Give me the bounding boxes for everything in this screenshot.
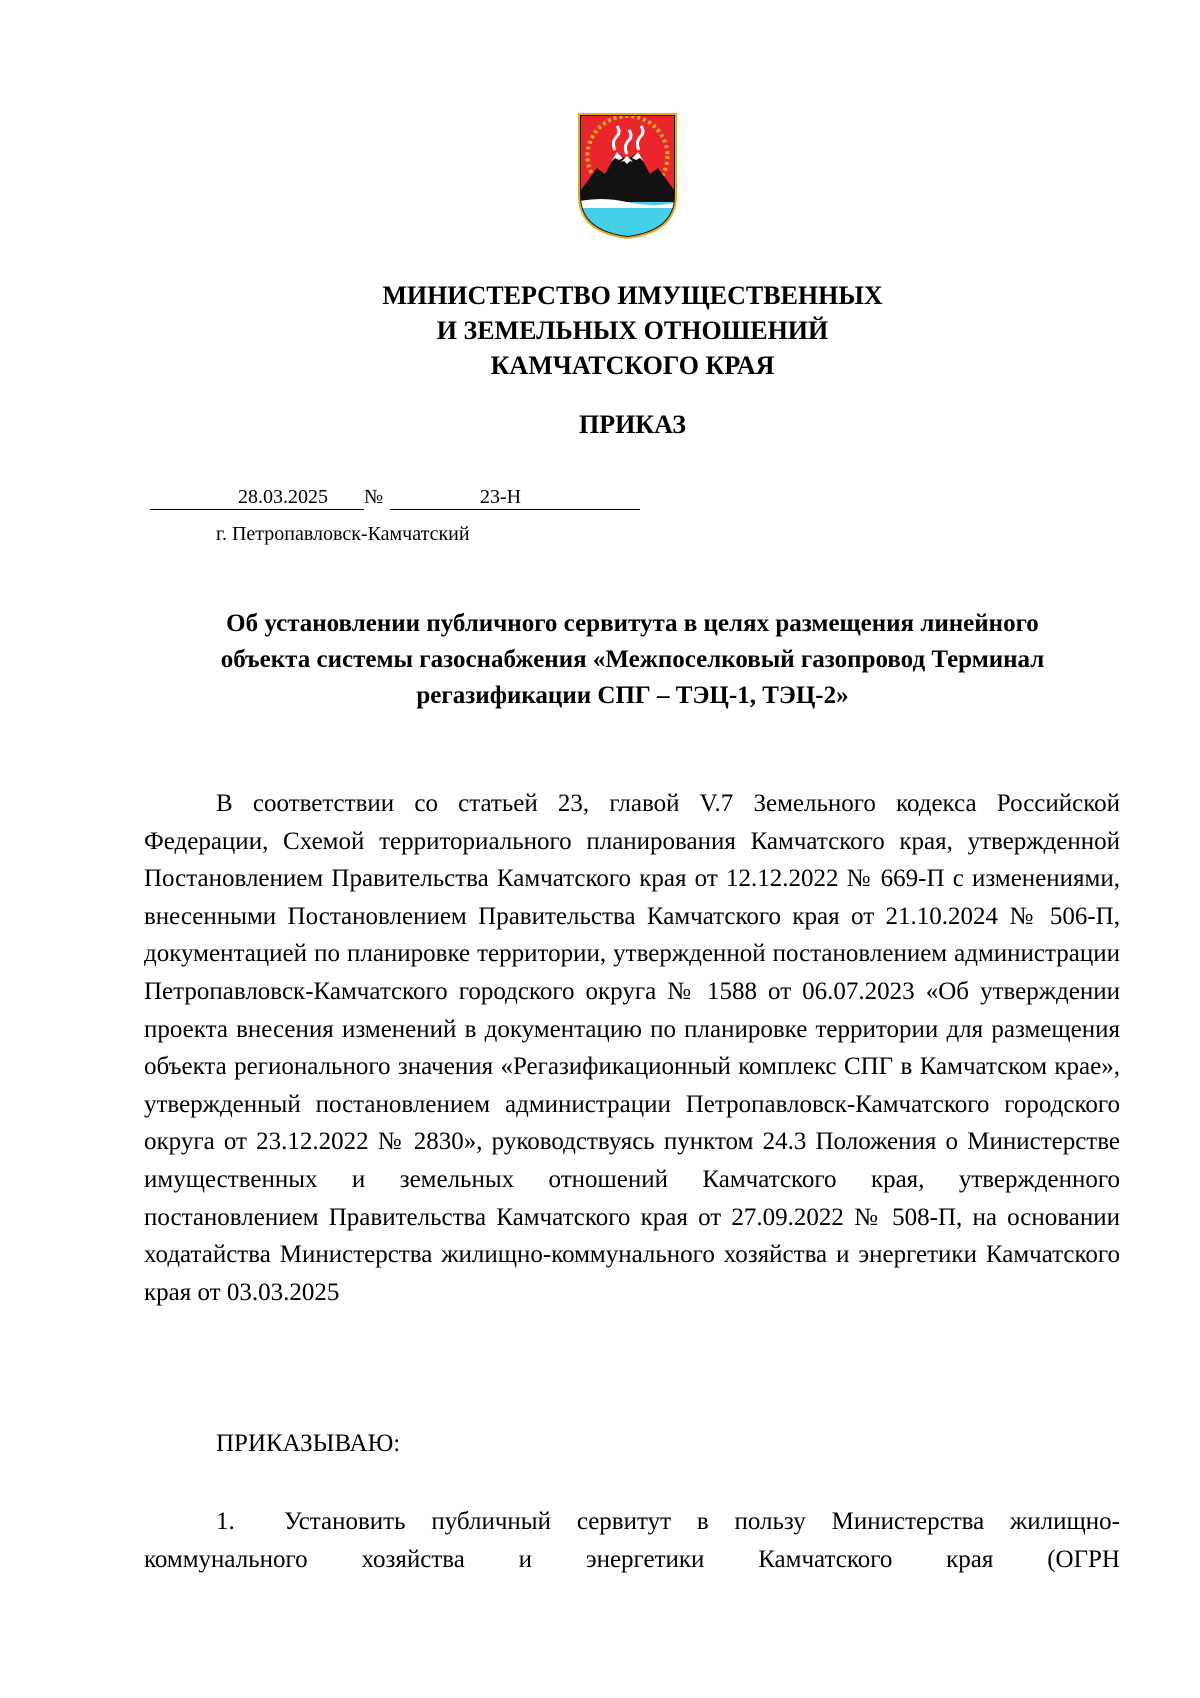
document-type: ПРИКАЗ xyxy=(578,410,687,439)
city-line: г. Петропавловск-Камчатский xyxy=(216,523,470,545)
number-sign: № xyxy=(364,486,384,508)
emblem-icon xyxy=(575,112,680,240)
subject-line-1: Об установлении публичного сервитута в целях размещения линейного xyxy=(226,610,1039,637)
order-word: ПРИКАЗЫВАЮ: xyxy=(216,1430,401,1457)
number-field: 23-Н xyxy=(390,486,640,510)
item-number: 1. xyxy=(216,1508,235,1535)
order-item-1 xyxy=(144,1503,1120,1578)
coat-of-arms-emblem xyxy=(575,112,680,240)
document-subject xyxy=(140,606,1125,714)
subject-line-3: регазификации СПГ – ТЭЦ-1, ТЭЦ-2» xyxy=(416,682,849,709)
item-text: Установить публичный сервитут в пользу Министерства жилищно-коммунального хозяйства и энергетики Камчатского края (ОГРН xyxy=(144,1508,1120,1573)
subject-line-2: объекта системы газоснабжения «Межпоселковый газопровод Терминал xyxy=(220,646,1045,673)
ministry-line-3: КАМЧАТСКОГО КРАЯ xyxy=(490,351,775,380)
date-field: 28.03.2025 xyxy=(150,486,328,510)
date-underline xyxy=(328,486,364,510)
preamble-paragraph: В соответствии со статьей 23, главой V.7 Земельного кодекса Российской Федерации, Схемой территориального планирования Камчатского края, утвержденной Постановлением Правительства Камчатского края от 12.12.2022 № 669-П с изменениями, внесенными Постановлением Правительства Камчатского края от 21.10.2024 № 506-П, документацией по планировке территории, утвержденной постановлением администрации Петропавловск-Камчатского городского округа № 1588 от 06.07.2023 «Об утверждении проекта внесения изменений в документацию по планировке территории для размещения объекта регионального значения «Регазификационный комплекс СПГ в Камчатском крае», утвержденный постановлением администрации Петропавловск-Камчатского городского округа от 23.12.2022 № 2830», руководствуясь пунктом 24.3 Положения о Министерстве имущественных и земельных отношений Камчатского края, утвержденного постановлением Правительства Камчатского края от 27.09.2022 № 508-П, на основании ходатайства Министерства жилищно-коммунального хозяйства и энергетики Камчатского края от 03.03.2025 xyxy=(144,790,1120,1306)
ministry-name xyxy=(0,278,1200,383)
ministry-line-2: И ЗЕМЕЛЬНЫХ ОТНОШЕНИЙ xyxy=(436,316,829,345)
ministry-line-1: МИНИСТЕРСТВО ИМУЩЕСТВЕННЫХ xyxy=(382,281,883,310)
